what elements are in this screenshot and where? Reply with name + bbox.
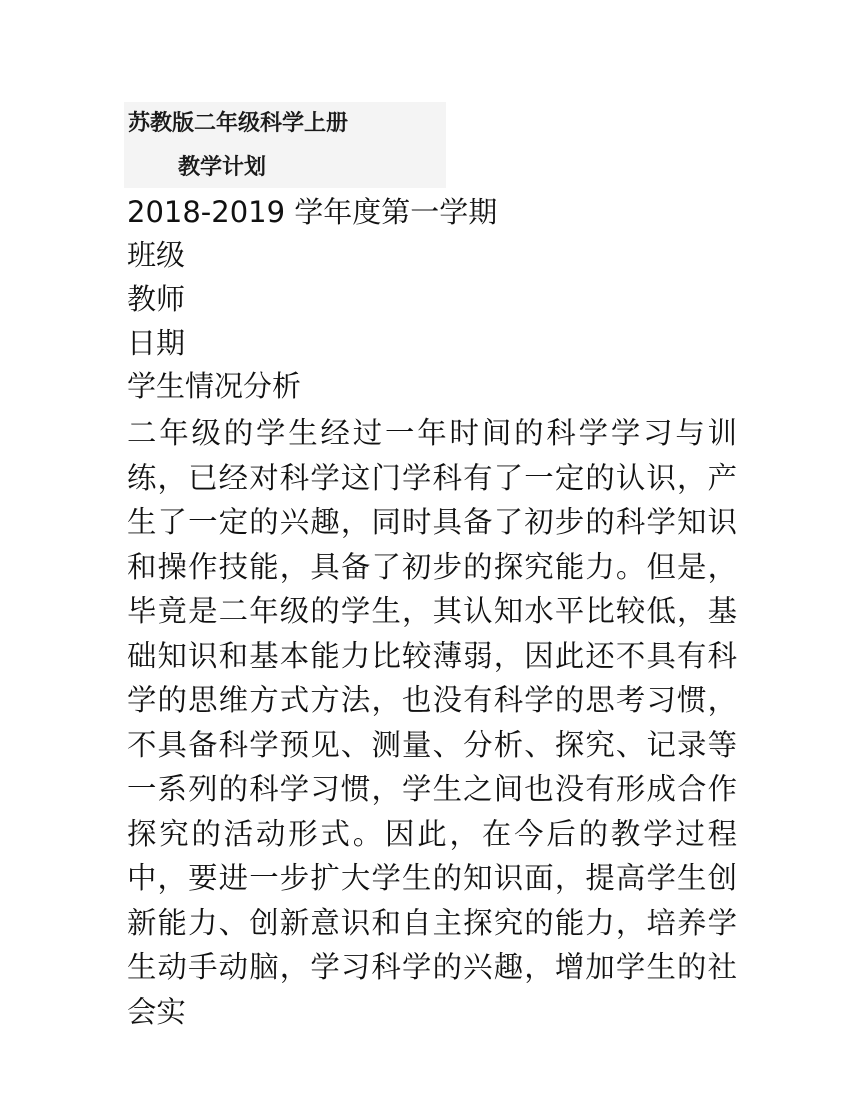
section-heading: 学生情况分析 — [127, 369, 302, 403]
document-subtitle: 教学计划 — [178, 155, 267, 180]
teacher-label: 教师 — [127, 282, 186, 316]
title-block — [124, 102, 446, 188]
class-label: 班级 — [127, 238, 186, 272]
term-line: 2018-2019 学年度第一学期 — [127, 195, 498, 229]
student-analysis-paragraph: 二年级的学生经过一年时间的科学学习与训练，已经对科学这门学科有了一定的认识，产生了一定的兴趣，同时具备了初步的科学知识和操作技能，具备了初步的探究能力。但是，毕竟是二年级的学生，其认知水平比较低，基础知识和基本能力比较薄弱，因此还不具有科学的思维方式方法，也没有科学的思考习惯，不具备科学预见、测量、分析、探究、记录等一系列的科学习惯，学生之间也没有形成合作探究的活动形式。因此，在今后的教学过程中，要进一步扩大学生的知识面，提高学生创新能力、创新意识和自主探究的能力，培养学生动手动脑，学习科学的兴趣，增加学生的社会实 — [127, 416, 737, 1029]
date-label: 日期 — [127, 326, 186, 360]
document-title: 苏教版二年级科学上册 — [128, 111, 349, 136]
